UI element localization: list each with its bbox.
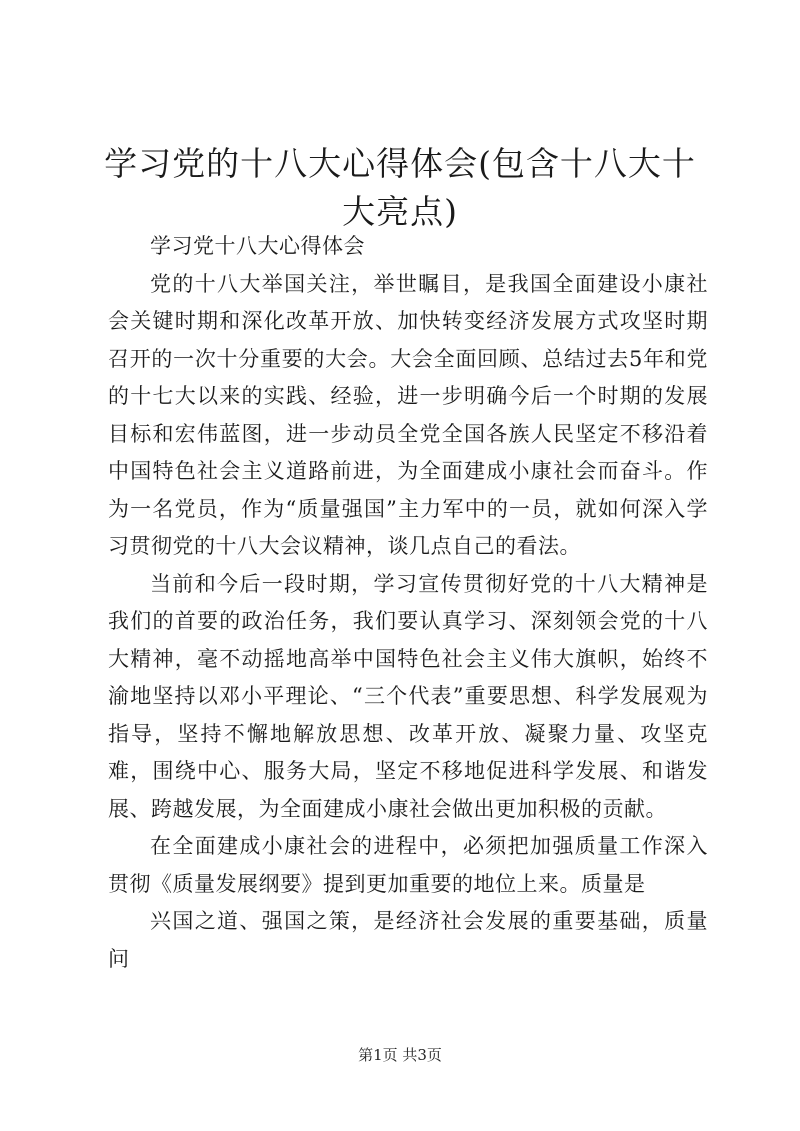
paragraph-4: 兴国之道、强国之策，是经济社会发展的重要基础，质量问 (108, 909, 708, 971)
section-heading: 学习党十八大心得体会 (150, 234, 365, 258)
paragraph-1: 党的十八大举国关注，举世瞩目，是我国全面建设小康社会关键时期和深化改革开放、加快转变经济发展方式攻坚时期召开的一次十分重要的大会。大会全面回顾、总结过去5年和党的十七大以来的实践、经验，进一步明确今后一个时期的发展目标和宏伟蓝图，进一步动员全党全国各族人民坚定不移沿着中国特色社会主义道路前进，为全面建成小康社会而奋斗。作为一名党员，作为“质量强国”主力军中的一员，就如何深入学习贯彻党的十八大会议精神，谈几点自己的看法。 (108, 271, 708, 558)
paragraph-3: 在全面建成小康社会的进程中，必须把加强质量工作深入贯彻《质量发展纲要》提到更加重要的地位上来。质量是 (108, 834, 708, 896)
document-title: 学习党的十八大心得体会(包含十八大十大亮点) (104, 144, 696, 231)
page-number-footer: 第1页 共3页 (358, 1046, 442, 1064)
document-body (108, 228, 708, 978)
paragraph-2: 当前和今后一段时期，学习宣传贯彻好党的十八大精神是我们的首要的政治任务，我们要认真学习、深刻领会党的十八大精神，毫不动摇地高举中国特色社会主义伟大旗帜，始终不渝地坚持以邓小平理论、“三个代表”重要思想、科学发展观为指导，坚持不懈地解放思想、改革开放、凝聚力量、攻坚克难，围绕中心、服务大局，坚定不移地促进科学发展、和谐发展、跨越发展，为全面建成小康社会做出更加积极的贡献。 (108, 571, 708, 821)
